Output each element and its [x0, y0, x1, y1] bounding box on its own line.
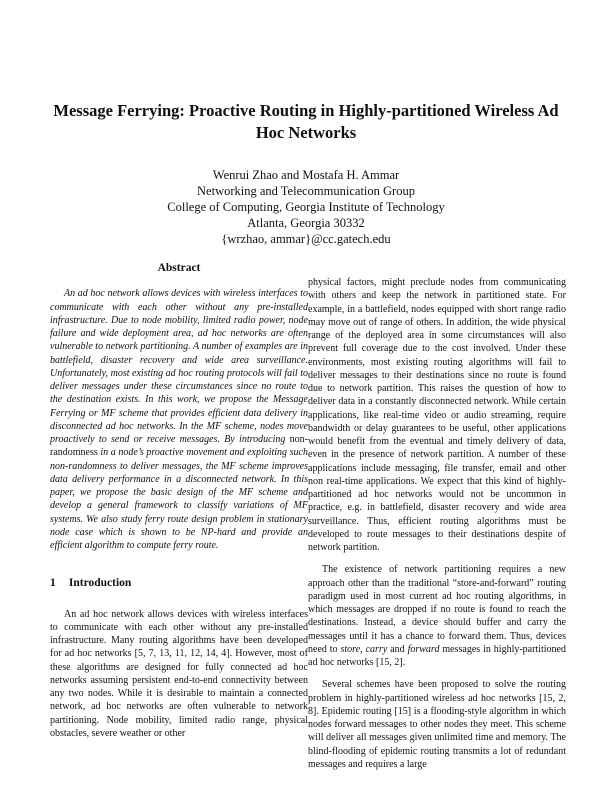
- p2-store: store: [340, 643, 361, 655]
- intro-paragraph-continued: physical factors, might preclude nodes from communicating with others and keep the network in partitioned state. For example, in a battlefield, nodes equipped with short range radio may move out of range of others. In addition, the wide physical range of the deployed area in some circumstances will also prevent full coverage due to the cost involved. Under these environments, most existing routing algorithms will fail to deliver messages to their destinations since no route is found due to network partition. This raises the question of how to deliver data in a constantly disconnected network. While certain applications, like real-time video or audio streaming, require bandwidth or delay guarantees to be useful, other applications would benefit from the eventual and timely delivery of data, even in the presence of network partition. A number of these applications include messaging, file transfer, email and other non real-time applications. We expect that this kind of highly-partitioned ad hoc networks would not be uncommon in practice, e.g. in battlefield, disaster recovery and wide area surveillance. Thus, efficient routing algorithms must be developed to route messages to their destinations despite of network partition.: [308, 277, 566, 553]
- paper-title: Message Ferrying: Proactive Routing in Highly-partitioned Wireless Ad Hoc Networks: [53, 101, 559, 142]
- abstract-roman-word: non-randomness: [50, 434, 308, 459]
- author-names: Wenrui Zhao and Mostafa H. Ammar: [212, 168, 400, 182]
- author-college: College of Computing, Georgia Institute of Technology: [167, 200, 445, 214]
- author-location: Atlanta, Georgia 30332: [247, 216, 365, 230]
- abstract-text-part2: in a node’s proactive movement and exploiting such non-randomness to deliver messages, the MF scheme improves data delivery performance in a disconnected network. In this paper, we propose the basic design of the MF scheme and develop a general framework to classify variations of MF systems. We also study ferry route design problem in stationary node case which is shown to be NP-hard and provide an efficient algorithm to compute ferry route.: [50, 447, 308, 551]
- intro-paragraph-3: Several schemes have been proposed to solve the routing problem in highly-partitioned wireless ad hoc networks [15, 2, 8]. Epidemic routing [15] is a flooding-style algorithm in which nodes forward messages to other nodes they meet. This scheme will deliver all messages given unlimited time and memory. The blind-flooding of epidemic routing transmits a lot of redundant messages and requires a large: [308, 679, 566, 770]
- author-block: [60, 167, 552, 247]
- abstract-text: [50, 287, 308, 552]
- section-heading-introduction: [50, 577, 308, 590]
- abstract-text-part1: An ad hoc network allows devices with wireless interfaces to communicate with each other without any pre-installed infrastructure. Due to node mobility, limited radio power, node failure and wide deployment area, ad hoc networks are often vulnerable to network partitioning. A number of examples are in battlefield, disaster recovery and wide area surveillance. Unfortunately, most existing ad hoc routing protocols will fail to deliver messages under these circumstances since no route to the destination exists. In this work, we propose the Message Ferrying or MF scheme that provides efficient data delivery in disconnected ad hoc networks. In the MF scheme, nodes move proactively to send or receive messages. By introducing: [50, 288, 308, 445]
- p2-part2: messages in highly-partitioned ad hoc networks [15, 2].: [308, 643, 566, 668]
- section-number: 1: [50, 577, 56, 590]
- p2-forward: forward: [407, 643, 440, 655]
- p2-carry: carry: [365, 643, 388, 655]
- p2-and: and: [387, 643, 408, 655]
- p2-part1: The existence of network partitioning requires a new approach other than the traditional “store-and-forward” routing paradigm used in most current ad hoc routing algorithms, in which messages are dropped if no route is found to reach the destinations. Instead, a device should buffer and carry the messages until it has a chance to forward them. Thus, devices need to: [308, 564, 566, 655]
- left-column: [50, 262, 308, 749]
- intro-paragraph-1: An ad hoc network allows devices with wireless interfaces to communicate with each other without any pre-installed infrastructure. Many routing algorithms have been developed for ad hoc networks [5, 7, 13, 11, 12, 14, 4]. However, most of these algorithms are designed for fully connected ad hoc networks assuming persistent end-to-end connectivity between any two nodes. While it is desirable to maintain a connected network, ad hoc networks are often vulnerable to network partitioning. Node mobility, limited radio range, physical obstacles, severe weather or other: [50, 608, 308, 739]
- intro-paragraph-2: [308, 563, 566, 669]
- right-column: [308, 276, 566, 780]
- p2-comma: ,: [360, 643, 366, 655]
- section-title: Introduction: [68, 577, 132, 590]
- author-email: {wrzhao, ammar}@cc.gatech.edu: [221, 232, 391, 246]
- abstract-heading: Abstract: [157, 262, 201, 274]
- author-group: Networking and Telecommunication Group: [197, 184, 415, 198]
